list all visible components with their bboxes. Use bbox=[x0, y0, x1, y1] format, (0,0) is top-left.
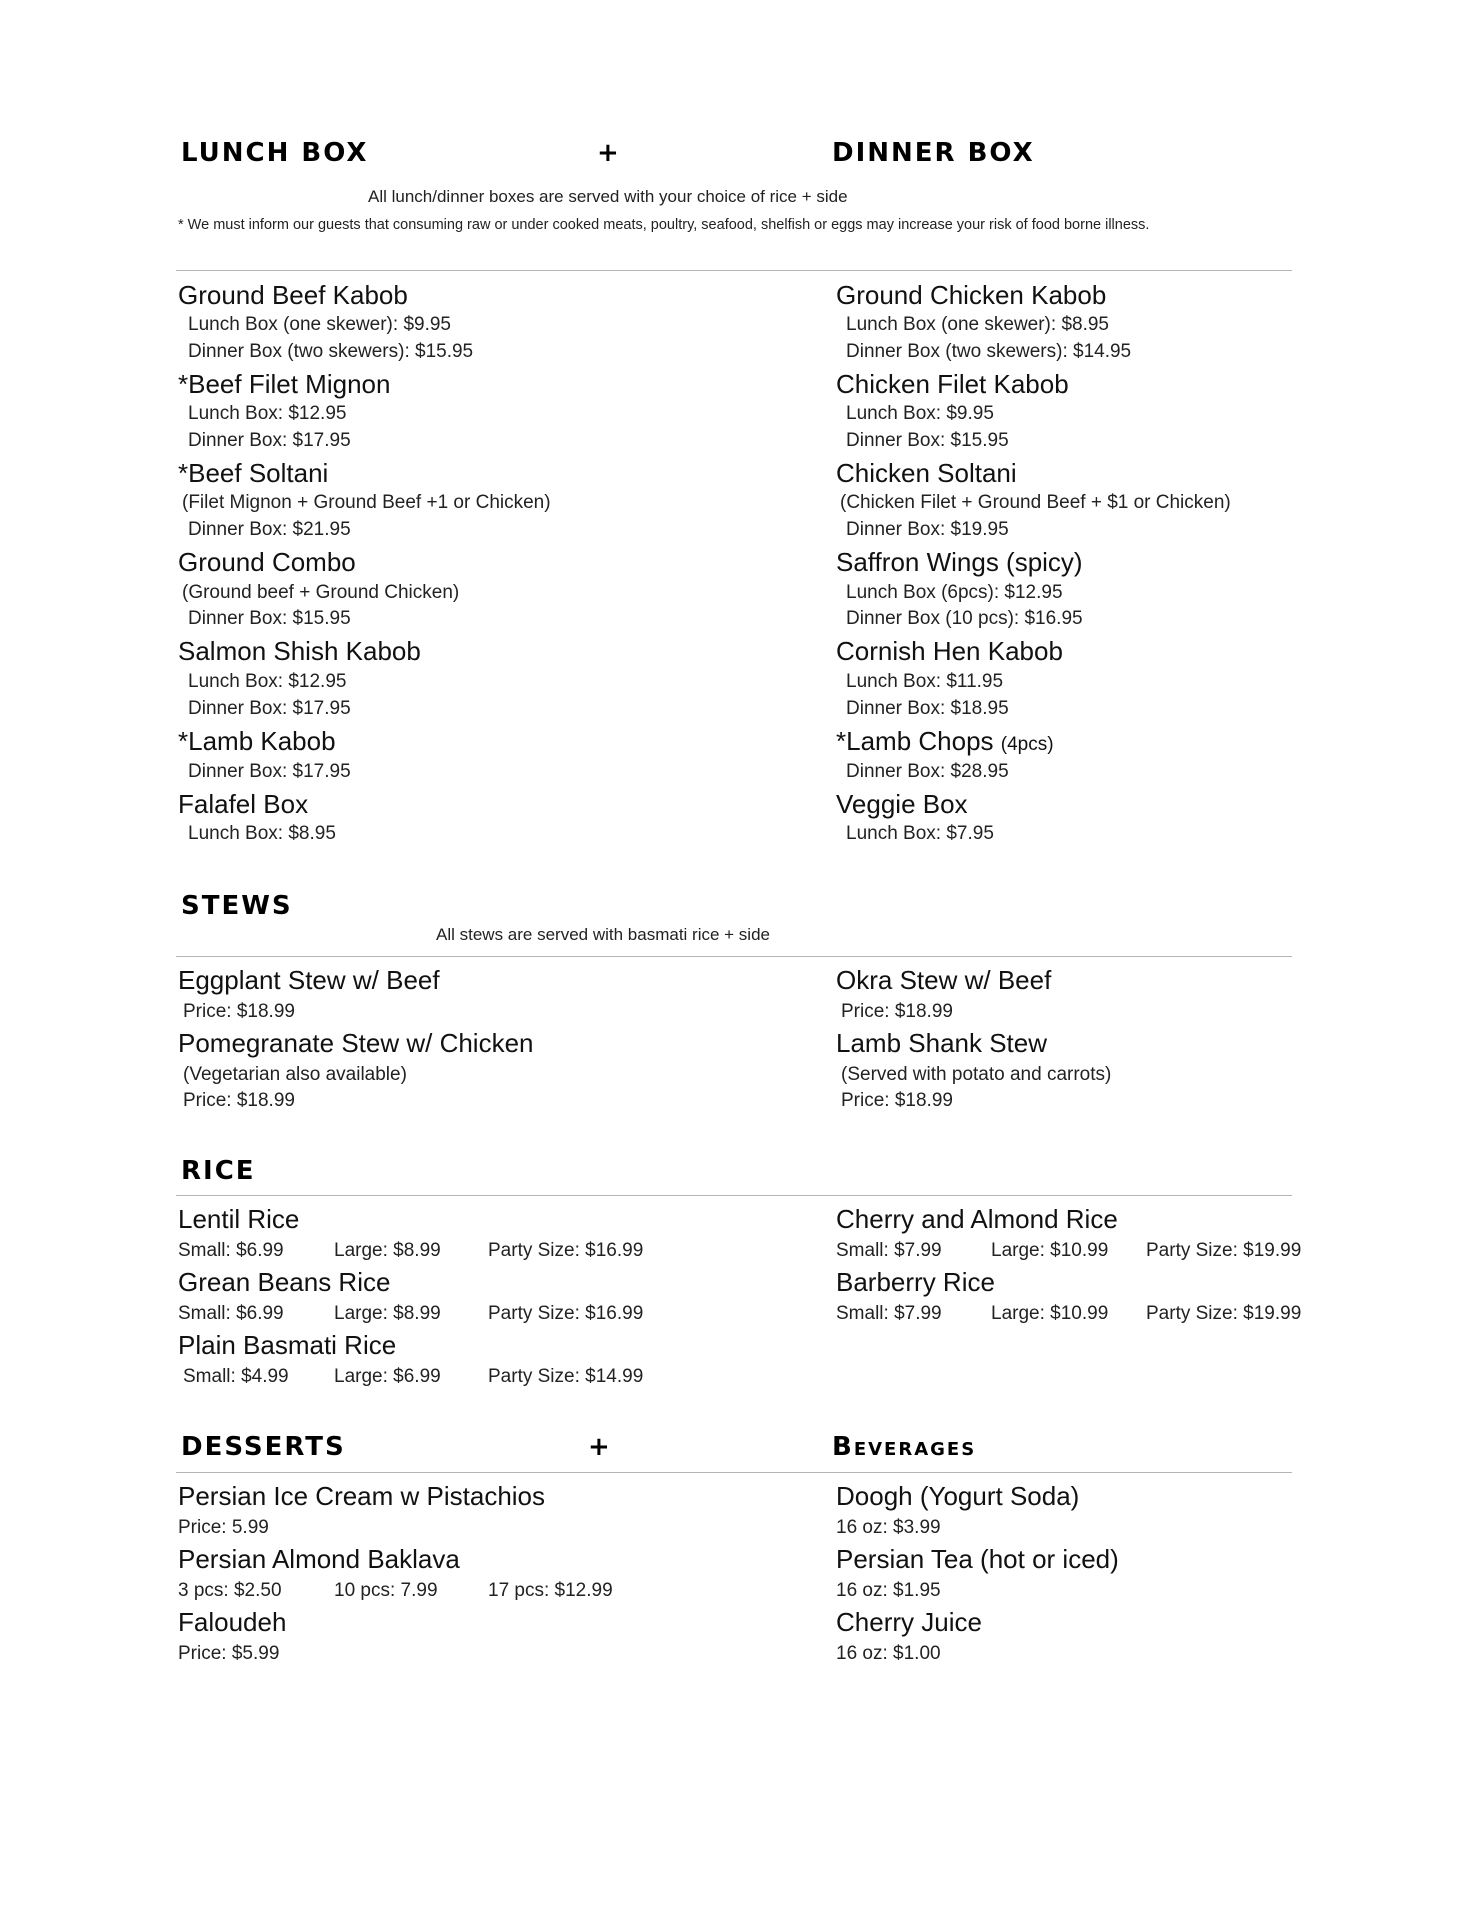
menu-item-name: Persian Almond Baklava bbox=[178, 1544, 460, 1574]
party-price: Party Size: $16.99 bbox=[488, 1303, 644, 1324]
menu-item-name: Lentil Rice bbox=[178, 1204, 300, 1234]
desserts-heading: DESSERTS bbox=[181, 1432, 346, 1462]
menu-item-description: (Filet Mignon + Ground Beef +1 or Chicken) bbox=[182, 492, 551, 513]
menu-item-name: *Lamb Chops (4pcs) bbox=[836, 726, 1054, 756]
menu-item-price: Lunch Box: $9.95 bbox=[846, 403, 994, 424]
menu-item-price: Dinner Box: $15.95 bbox=[188, 608, 351, 629]
menu-item-price: 16 oz: $1.00 bbox=[836, 1643, 941, 1664]
menu-item-description: (Chicken Filet + Ground Beef + $1 or Chicken) bbox=[840, 492, 1231, 513]
menu-item-name: Persian Ice Cream w Pistachios bbox=[178, 1481, 546, 1511]
large-price: Large: $10.99 bbox=[991, 1303, 1109, 1324]
menu-item-price: Lunch Box: $8.95 bbox=[188, 823, 336, 844]
party-price: Party Size: $14.99 bbox=[488, 1366, 644, 1387]
menu-item-name: Doogh (Yogurt Soda) bbox=[836, 1481, 1080, 1511]
piece-price: 3 pcs: $2.50 bbox=[178, 1580, 282, 1601]
dinner-box-heading: DINNER BOX bbox=[832, 138, 1035, 168]
menu-item-price: Dinner Box: $17.95 bbox=[188, 430, 351, 451]
menu-item-name: Chicken Filet Kabob bbox=[836, 369, 1069, 399]
piece-price: 17 pcs: $12.99 bbox=[488, 1580, 613, 1601]
beverages-heading: Beverages bbox=[832, 1432, 977, 1462]
large-price: Large: $10.99 bbox=[991, 1240, 1109, 1261]
menu-item-name: Faloudeh bbox=[178, 1607, 287, 1637]
menu-item-name: Salmon Shish Kabob bbox=[178, 636, 421, 666]
menu-item-quantity: (4pcs) bbox=[1000, 734, 1054, 755]
menu-item-name: Ground Beef Kabob bbox=[178, 280, 408, 310]
divider bbox=[176, 1472, 1292, 1473]
menu-item-name: *Beef Filet Mignon bbox=[178, 369, 391, 399]
menu-item-price: Dinner Box (two skewers): $15.95 bbox=[188, 341, 474, 362]
menu-item-name: Lamb Shank Stew bbox=[836, 1028, 1048, 1058]
menu-item-price: Dinner Box: $15.95 bbox=[846, 430, 1009, 451]
small-price: Small: $7.99 bbox=[836, 1240, 942, 1261]
menu-item-name: Barberry Rice bbox=[836, 1267, 995, 1297]
rice-heading: RICE bbox=[181, 1156, 256, 1186]
stews-heading: STEWS bbox=[181, 891, 293, 921]
menu-item-name: Ground Combo bbox=[178, 547, 356, 577]
party-price: Party Size: $19.99 bbox=[1146, 1240, 1302, 1261]
menu-item-price: Dinner Box: $19.95 bbox=[846, 519, 1009, 540]
divider bbox=[176, 956, 1292, 957]
menu-item-price: Dinner Box (two skewers): $14.95 bbox=[846, 341, 1132, 362]
menu-item-price: Price: $18.99 bbox=[841, 1001, 953, 1022]
menu-item-price: Price: $18.99 bbox=[841, 1090, 953, 1111]
menu-item-price: Lunch Box: $11.95 bbox=[846, 671, 1004, 692]
menu-item-price: Dinner Box: $18.95 bbox=[846, 698, 1009, 719]
menu-item-name: *Lamb Kabob bbox=[178, 726, 336, 756]
menu-item-name: Okra Stew w/ Beef bbox=[836, 965, 1052, 995]
menu-item-name: Cherry Juice bbox=[836, 1607, 982, 1637]
large-price: Large: $8.99 bbox=[334, 1240, 441, 1261]
lunch-box-heading: LUNCH BOX bbox=[181, 138, 369, 168]
menu-item-price: Lunch Box (one skewer): $8.95 bbox=[846, 314, 1109, 335]
menu-item-name: Eggplant Stew w/ Beef bbox=[178, 965, 440, 995]
piece-price: 10 pcs: 7.99 bbox=[334, 1580, 438, 1601]
menu-item-price: 16 oz: $1.95 bbox=[836, 1580, 941, 1601]
menu-item-name: Cornish Hen Kabob bbox=[836, 636, 1063, 666]
menu-item-name: Persian Tea (hot or iced) bbox=[836, 1544, 1119, 1574]
small-price: Small: $6.99 bbox=[178, 1303, 284, 1324]
menu-item-name: Cherry and Almond Rice bbox=[836, 1204, 1118, 1234]
divider bbox=[176, 270, 1292, 271]
menu-item-price: Lunch Box (one skewer): $9.95 bbox=[188, 314, 451, 335]
menu-item-price: 16 oz: $3.99 bbox=[836, 1517, 941, 1538]
menu-item-name: *Beef Soltani bbox=[178, 458, 329, 488]
menu-item-description: (Vegetarian also available) bbox=[183, 1064, 407, 1085]
menu-item-name: Ground Chicken Kabob bbox=[836, 280, 1107, 310]
party-price: Party Size: $19.99 bbox=[1146, 1303, 1302, 1324]
menu-item-name: Plain Basmati Rice bbox=[178, 1330, 397, 1360]
menu-item-name: Falafel Box bbox=[178, 789, 309, 819]
small-price: Small: $7.99 bbox=[836, 1303, 942, 1324]
menu-item-price: Dinner Box: $17.95 bbox=[188, 761, 351, 782]
menu-item-description: (Served with potato and carrots) bbox=[841, 1064, 1112, 1085]
food-safety-disclaimer: * We must inform our guests that consuming raw or under cooked meats, poultry, seafood, shelfish or eggs may increase your risk of food borne illness. bbox=[178, 217, 1150, 233]
boxes-note: All lunch/dinner boxes are served with your choice of rice + side bbox=[368, 187, 848, 206]
menu-item-description: (Ground beef + Ground Chicken) bbox=[182, 582, 460, 603]
menu-item-name: Saffron Wings (spicy) bbox=[836, 547, 1083, 577]
menu-item-price: Dinner Box: $17.95 bbox=[188, 698, 351, 719]
heading-plus: + bbox=[597, 138, 621, 168]
menu-item-price: Dinner Box: $28.95 bbox=[846, 761, 1009, 782]
menu-item-price: Lunch Box (6pcs): $12.95 bbox=[846, 582, 1063, 603]
stews-note: All stews are served with basmati rice + side bbox=[436, 925, 770, 944]
small-price: Small: $4.99 bbox=[183, 1366, 289, 1387]
menu-item-name: Pomegranate Stew w/ Chicken bbox=[178, 1028, 534, 1058]
divider bbox=[176, 1195, 1292, 1196]
menu-item-price: Lunch Box: $12.95 bbox=[188, 403, 347, 424]
menu-item-price: Price: $5.99 bbox=[178, 1643, 280, 1664]
menu-item-price: Dinner Box: $21.95 bbox=[188, 519, 351, 540]
large-price: Large: $6.99 bbox=[334, 1366, 441, 1387]
small-price: Small: $6.99 bbox=[178, 1240, 284, 1261]
menu-item-price: Dinner Box (10 pcs): $16.95 bbox=[846, 608, 1083, 629]
party-price: Party Size: $16.99 bbox=[488, 1240, 644, 1261]
menu-item-price: Price: $18.99 bbox=[183, 1001, 295, 1022]
heading-plus: + bbox=[588, 1432, 612, 1462]
menu-item-name: Grean Beans Rice bbox=[178, 1267, 391, 1297]
menu-item-price: Price: 5.99 bbox=[178, 1517, 269, 1538]
menu-item-price: Lunch Box: $12.95 bbox=[188, 671, 347, 692]
menu-item-price: Lunch Box: $7.95 bbox=[846, 823, 994, 844]
menu-item-name: Chicken Soltani bbox=[836, 458, 1017, 488]
large-price: Large: $8.99 bbox=[334, 1303, 441, 1324]
menu-item-name: Veggie Box bbox=[836, 789, 968, 819]
menu-item-price: Price: $18.99 bbox=[183, 1090, 295, 1111]
